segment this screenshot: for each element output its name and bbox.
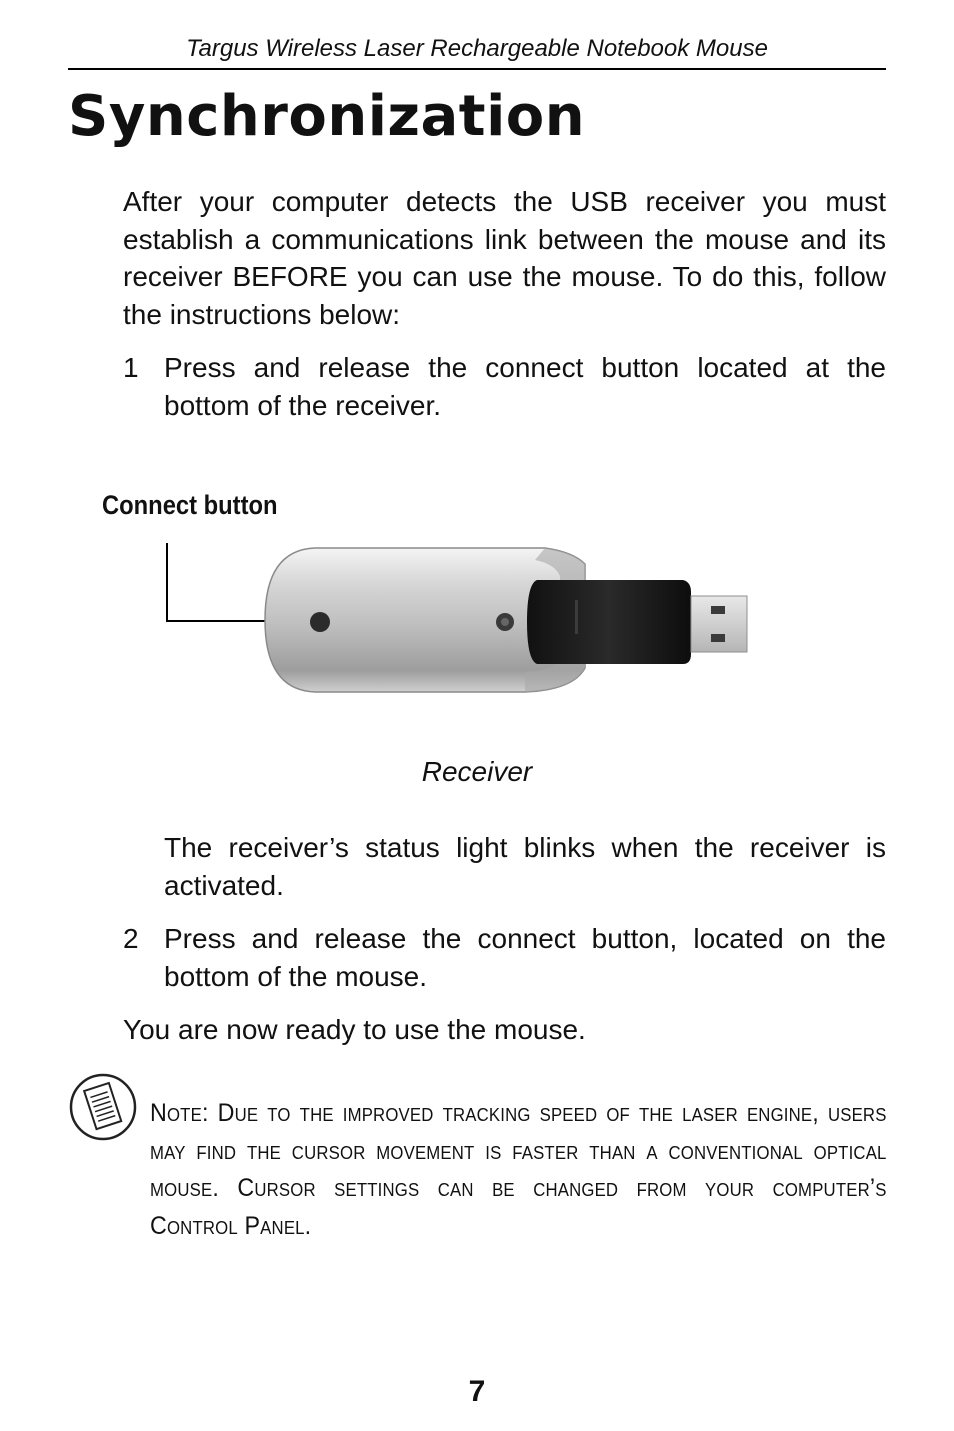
intro-paragraph: After your computer detects the USB receiver you must establish a communications link between the mouse and its receiver BEFORE you can use the mouse. To do this, follow the instructions below: [123, 186, 886, 330]
header-rule [68, 68, 886, 70]
notepad-icon [68, 1072, 138, 1142]
step-text: Press and release the connect button, located on the bottom of the mouse. [164, 923, 886, 992]
page-title: Synchronization [68, 84, 586, 149]
usb-receiver-image [255, 540, 755, 700]
note-text: Note: Due to the improved tracking speed of the laser engine, users may find the cursor movement is faster than a conventional optical mouse. Cursor settings can be changed from your computer’s Control Panel. [150, 1099, 887, 1240]
ready-text: You are now ready to use the mouse. [123, 1014, 586, 1045]
page-number: 7 [468, 1375, 486, 1408]
running-header: Targus Wireless Laser Rechargeable Notebook Mouse [186, 35, 768, 62]
status-light-text: The receiver’s status light blinks when the receiver is activated. [164, 832, 886, 901]
step-number: 2 [123, 923, 139, 954]
step-text: Press and release the connect button located at the bottom of the receiver. [164, 352, 886, 421]
connect-button-label: Connect button [102, 490, 278, 520]
step-number: 1 [123, 352, 139, 383]
figure-caption: Receiver [421, 756, 533, 787]
